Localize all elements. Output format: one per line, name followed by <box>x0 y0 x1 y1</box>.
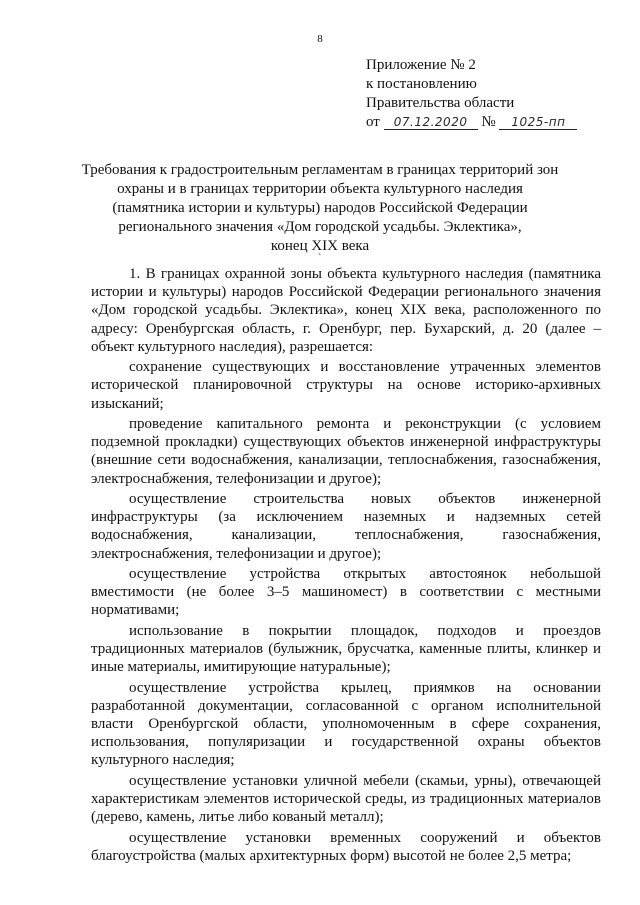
paragraph-1: 1. В границах охранной зоны объекта культурного наследия (памятника истории и культуры) народов Российской Федерации регионального значения «Дом городской усадьбы. Эклектика», конец XIX века, расположенного по адресу: Оренбургская область, г. Оренбург, пер. Бухарский, д. 20 (далее – объект культурного наследия), разрешается: <box>91 266 601 355</box>
title-line: конец XIX века <box>270 238 370 254</box>
document-title <box>80 161 560 256</box>
page-number: 8 <box>317 33 323 45</box>
appendix-government-label: Правительства области <box>366 95 515 111</box>
from-label: от <box>366 114 380 130</box>
number-label: № <box>481 114 496 130</box>
appendix-date-number-line <box>366 113 577 132</box>
document-body <box>91 265 601 867</box>
paragraph-7: осуществление устройства крылец, приямков на основании разработанной документации, согласованной с органом исполнительной власти Оренбургской области, уполномоченным в сфере сохранения, использования, популяризации и государственной охраны объектов культурного наследия; <box>91 679 601 769</box>
appendix-header <box>366 56 577 132</box>
handwritten-number: 1025-пп <box>499 115 577 130</box>
title-line: Требования к градостроительным регламентам в границах территорий зон <box>81 162 559 178</box>
paragraph-2: сохранение существующих и восстановление утраченных элементов исторической планировочной структуры на основе историко-архивных изысканий; <box>91 359 601 412</box>
title-line: (памятника истории и культуры) народов Российской Федерации <box>112 200 528 216</box>
title-line: охраны и в границах территории объекта культурного наследия <box>117 181 523 197</box>
title-line: регионального значения «Дом городской усадьбы. Эклектика», <box>118 219 522 235</box>
paragraph-9: осуществление установки временных сооружений и объектов благоустройства (малых архитектурных форм) высотой не более 2,5 метра; <box>91 829 601 864</box>
appendix-title: Приложение № 2 <box>366 57 476 73</box>
stray-mark: ` <box>318 253 322 264</box>
handwritten-date: 07.12.2020 <box>384 115 478 130</box>
paragraph-4: осуществление строительства новых объектов инженерной инфраструктуры (за исключением наземных и надземных сетей водоснабжения, канализации, теплоснабжения, газоснабжения, электроснабжения, телефонизации и другое); <box>91 491 601 562</box>
paragraph-5: осуществление устройства открытых автостоянок небольшой вместимости (не более 3–5 машиномест) в соответствии с местными нормативами; <box>91 566 601 619</box>
paragraph-6: использование в покрытии площадок, подходов и проездов традиционных материалов (булыжник, брусчатка, каменные плиты, клинкер и иные материалы, имитирующие натуральные); <box>91 622 601 676</box>
paragraph-8: осуществление установки уличной мебели (скамьи, урны), отвечающей характеристикам элементов исторической среды, из традиционных материалов (дерево, камень, литье либо кованый металл); <box>91 772 601 826</box>
paragraph-3: проведение капитального ремонта и реконструкции (с условием подземной прокладки) существующих объектов инженерной инфраструктуры (внешние сети водоснабжения, канализации, теплоснабжения, газоснабжения, электроснабжения, телефонизации и другое); <box>91 416 601 487</box>
appendix-resolution-label: к постановлению <box>366 76 477 92</box>
